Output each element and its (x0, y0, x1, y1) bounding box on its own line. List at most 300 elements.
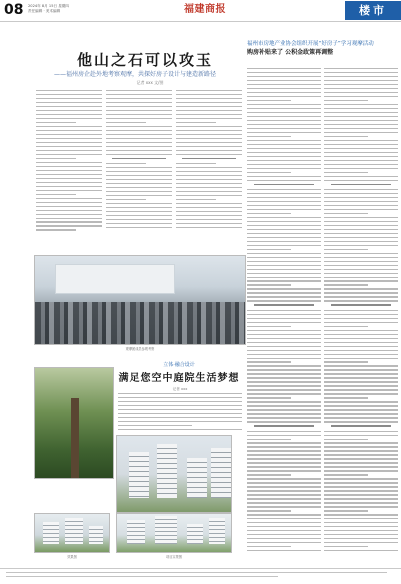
photo-rendering-right (116, 513, 232, 553)
body-text-line (247, 217, 321, 218)
body-text-line (247, 104, 321, 105)
body-text-line (324, 454, 398, 455)
rendering-block (187, 524, 203, 544)
body-text-line (247, 68, 321, 69)
body-text-line (324, 458, 398, 459)
body-text-line (324, 172, 368, 173)
body-text-line (324, 92, 398, 93)
body-text-line (247, 116, 321, 117)
body-text-line (247, 498, 321, 499)
body-text-line (247, 373, 321, 374)
body-text-line (247, 494, 321, 495)
body-text-line (106, 106, 172, 107)
body-text-line (247, 389, 321, 390)
body-text-line (324, 421, 398, 422)
body-text-line (247, 132, 321, 133)
body-text-line (106, 171, 172, 172)
body-text-line (106, 98, 172, 99)
body-text-line (36, 142, 102, 143)
article-1-headline: 他山之石可以攻玉 (76, 51, 213, 69)
body-text-line (176, 110, 242, 111)
body-text-line (324, 84, 398, 85)
body-text-line (247, 470, 321, 471)
body-text-line (324, 80, 398, 81)
body-text-line (36, 158, 76, 159)
body-text-line (324, 361, 368, 362)
body-text-line (324, 373, 398, 374)
body-text-line (247, 450, 321, 451)
body-text-line (324, 72, 398, 73)
body-text-line (176, 211, 242, 212)
body-text-line (324, 209, 398, 210)
body-text-line (247, 538, 321, 539)
body-text-line (324, 506, 398, 507)
body-text-line (176, 134, 242, 135)
body-text-line (247, 193, 321, 194)
building-block (157, 444, 177, 498)
body-text-line (324, 116, 398, 117)
body-text-line (324, 530, 398, 531)
date-line (28, 4, 88, 13)
body-text-line (324, 277, 398, 278)
body-text-line (324, 385, 398, 386)
body-text-line (118, 421, 242, 422)
body-text-line (247, 128, 321, 129)
right-column-headline: 购房补贴来了 公积金政策再调整 (247, 49, 334, 56)
body-text-line (324, 253, 398, 254)
body-text-line (324, 470, 398, 471)
body-text-line (324, 193, 398, 194)
body-subheading-line (254, 425, 315, 426)
body-text-line (247, 292, 321, 293)
body-text-line (247, 257, 321, 258)
body-text-line (324, 526, 398, 527)
article-2-headline: 满足您空中庭院生活梦想 (118, 373, 240, 384)
body-text-line (106, 199, 146, 200)
body-text-line (247, 213, 291, 214)
body-text-line (36, 126, 102, 127)
body-text-line (247, 350, 321, 351)
body-text-line (324, 502, 398, 503)
body-text-line (324, 265, 398, 266)
body-text-line (36, 134, 102, 135)
body-text-line (247, 277, 321, 278)
body-text-line (247, 435, 321, 436)
body-text-line (324, 330, 398, 331)
body-text-line (247, 322, 321, 323)
body-text-line (247, 136, 291, 137)
date-line-2: 责任编辑 · 美术编辑 (28, 8, 61, 13)
body-text-line (247, 454, 321, 455)
body-text-line (247, 84, 321, 85)
body-text-line (324, 108, 398, 109)
body-text-line (118, 401, 242, 402)
body-text-line (247, 221, 321, 222)
body-text-line (324, 486, 398, 487)
body-text-line (106, 203, 172, 204)
body-text-line (247, 482, 321, 483)
right-column-kicker: 福州市房地产业协会组织开展“好房子”学习观摩活动 (247, 41, 374, 47)
body-text-line (36, 130, 102, 131)
body-text-line (247, 100, 291, 101)
body-text-line (36, 202, 102, 203)
body-text-line (106, 215, 172, 216)
body-text-line (324, 292, 398, 293)
body-text-line (324, 104, 398, 105)
page-footer (0, 568, 401, 584)
body-text-line (247, 229, 321, 230)
body-text-line (247, 526, 321, 527)
body-text-line (324, 88, 398, 89)
right-column-header (247, 41, 397, 57)
rendering-block (89, 526, 103, 544)
body-text-line (324, 446, 398, 447)
body-text-line (324, 273, 398, 274)
rendering-block (43, 522, 59, 544)
body-text-line (176, 118, 242, 119)
body-text-line (247, 510, 291, 511)
body-text-line (324, 326, 368, 327)
body-text-line (324, 140, 398, 141)
body-text-line (176, 154, 242, 155)
photo-building (116, 435, 232, 513)
body-text-line (36, 198, 102, 199)
body-text-line (247, 300, 321, 301)
body-text-line (324, 156, 398, 157)
section-label[interactable]: 楼市 (345, 1, 401, 20)
body-subheading-line (331, 304, 392, 305)
body-text-line (36, 186, 102, 187)
body-text-line (324, 442, 398, 443)
body-text-line (247, 534, 321, 535)
body-text-line (106, 227, 172, 228)
body-text-line (176, 98, 242, 99)
building-block (187, 458, 207, 498)
body-text-line (324, 189, 398, 190)
body-text-line (106, 191, 172, 192)
body-text-line (324, 201, 398, 202)
body-text-line (324, 288, 398, 289)
body-text-line (36, 110, 102, 111)
body-text-line (247, 241, 321, 242)
photo-main-caption: 观摩团成员参观考察 (125, 347, 155, 351)
body-text-line (118, 397, 242, 398)
body-text-line (176, 191, 242, 192)
body-text-line (247, 310, 321, 311)
photo-exhibit-wall (55, 264, 175, 294)
body-text-line (247, 189, 321, 190)
body-text-line (324, 96, 398, 97)
body-text-line (247, 550, 321, 551)
body-text-line (324, 148, 398, 149)
body-text-line (36, 118, 102, 119)
photo-main (34, 255, 246, 345)
body-text-line (247, 72, 321, 73)
body-text-line (324, 136, 368, 137)
body-text-line (247, 506, 321, 507)
body-text-line (247, 225, 321, 226)
body-text-line (324, 205, 398, 206)
body-text-line (324, 439, 368, 440)
body-text-line (36, 190, 102, 191)
photo-rendering-right-caption: 项目实景图 (166, 555, 182, 559)
article-2-byline: 记者 xxx (172, 387, 188, 391)
body-text-line (324, 365, 398, 366)
body-text-line (247, 209, 321, 210)
body-text-line (247, 318, 321, 319)
body-text-line (247, 466, 321, 467)
body-text-line (324, 494, 398, 495)
body-text-line (324, 401, 398, 402)
body-text-line (324, 261, 398, 262)
body-text-line (324, 413, 398, 414)
body-text-line (36, 154, 102, 155)
body-text-line (324, 68, 398, 69)
body-text-line (36, 106, 102, 107)
body-text-line (36, 90, 102, 91)
body-text-line (247, 112, 321, 113)
body-text-line (247, 80, 321, 81)
body-text-line (176, 171, 242, 172)
body-text-line (36, 162, 102, 163)
body-text-line (247, 502, 321, 503)
body-text-line (324, 213, 368, 214)
photo-rendering-left (34, 513, 110, 553)
article-2-body (118, 393, 242, 433)
body-text-line (324, 284, 368, 285)
body-text-line (36, 194, 76, 195)
body-text-line (106, 110, 172, 111)
body-text-line (106, 179, 172, 180)
body-text-line (106, 223, 172, 224)
body-text-line (247, 280, 321, 281)
body-text-line (324, 462, 398, 463)
body-text-line (247, 96, 321, 97)
body-text-line (247, 172, 291, 173)
rendering-block (209, 518, 225, 544)
body-text-line (324, 354, 398, 355)
body-text-line (247, 120, 321, 121)
body-text-line (324, 249, 368, 250)
body-text-line (324, 334, 398, 335)
body-text-line (324, 176, 398, 177)
body-text-line (324, 180, 398, 181)
body-subheading-line (254, 184, 315, 185)
body-text-line (324, 217, 398, 218)
body-text-line (247, 88, 321, 89)
body-text-line (247, 233, 321, 234)
body-text-line (324, 241, 398, 242)
body-text-line (247, 409, 321, 410)
body-text-line (324, 269, 398, 270)
body-text-line (247, 442, 321, 443)
body-text-line (247, 197, 321, 198)
body-text-line (324, 550, 398, 551)
body-text-line (324, 409, 398, 410)
body-text-line (247, 474, 291, 475)
body-text-line (36, 102, 102, 103)
photo-crowd (35, 302, 245, 344)
body-text-line (247, 180, 321, 181)
body-text-line (324, 377, 398, 378)
body-text-line (324, 546, 368, 547)
body-text-line (247, 542, 321, 543)
body-text-line (247, 381, 321, 382)
body-text-line (247, 284, 291, 285)
body-text-line (324, 358, 398, 359)
body-text-line (247, 401, 321, 402)
body-text-line (118, 429, 242, 430)
body-text-line (324, 393, 398, 394)
photo-garden (34, 367, 114, 479)
body-text-line (36, 98, 102, 99)
body-text-line (247, 397, 291, 398)
body-text-line (247, 201, 321, 202)
body-text-line (36, 229, 76, 230)
body-text-line (247, 330, 321, 331)
body-text-line (324, 338, 398, 339)
body-text-line (324, 474, 368, 475)
body-text-line (247, 326, 291, 327)
body-text-line (247, 160, 321, 161)
body-text-line (36, 150, 102, 151)
date-line-1: 2024年 8月 15日 星期四 (28, 4, 69, 8)
body-text-line (247, 546, 291, 547)
body-text-line (118, 405, 242, 406)
body-text-line (36, 218, 102, 219)
body-text-line (247, 273, 321, 274)
body-text-line (176, 203, 242, 204)
body-text-line (247, 361, 291, 362)
body-text-line (247, 462, 321, 463)
body-text-line (247, 342, 321, 343)
body-text-line (324, 478, 398, 479)
body-text-line (176, 106, 242, 107)
body-text-line (176, 219, 242, 220)
body-text-line (247, 417, 321, 418)
body-text-line (247, 156, 321, 157)
body-text-line (247, 148, 321, 149)
body-text-line (324, 310, 398, 311)
body-text-line (118, 425, 192, 426)
body-text-line (247, 530, 321, 531)
body-text-line (247, 514, 321, 515)
body-text-line (106, 175, 172, 176)
body-text-line (118, 393, 242, 394)
body-text-line (324, 369, 398, 370)
body-text-line (36, 210, 102, 211)
body-text-line (247, 205, 321, 206)
body-text-line (247, 490, 321, 491)
body-text-line (247, 168, 321, 169)
body-text-line (247, 296, 321, 297)
body-text-line (36, 138, 102, 139)
masthead (0, 0, 401, 22)
body-text-line (176, 163, 216, 164)
body-text-line (247, 314, 321, 315)
article-1-subhead: ——福州房企赴外地考察观摩，共探好房子设计与建造新路径 (53, 71, 216, 78)
body-text-line (176, 223, 242, 224)
body-text-line (106, 102, 172, 103)
body-text-line (324, 405, 398, 406)
body-text-line (106, 211, 172, 212)
body-text-line (106, 183, 172, 184)
body-text-line (247, 354, 321, 355)
body-text-line (324, 300, 398, 301)
body-text-line (324, 76, 398, 77)
body-text-line (176, 175, 242, 176)
body-text-line (176, 199, 216, 200)
body-text-line (247, 405, 321, 406)
body-text-line (106, 187, 172, 188)
body-text-line (106, 118, 172, 119)
building-block (129, 452, 149, 498)
body-text-line (324, 346, 398, 347)
body-subheading-line (331, 425, 392, 426)
body-text-line (324, 538, 398, 539)
footer-text-line (6, 576, 278, 577)
body-text-line (324, 160, 398, 161)
body-text-line (247, 124, 321, 125)
body-text-line (324, 435, 398, 436)
body-text-line (324, 350, 398, 351)
body-text-line (324, 522, 398, 523)
body-text-line (176, 187, 242, 188)
body-text-line (247, 334, 321, 335)
body-text-line (324, 168, 398, 169)
body-text-line (324, 280, 398, 281)
body-text-line (324, 322, 398, 323)
body-subheading-line (112, 158, 166, 159)
body-text-line (324, 120, 398, 121)
body-text-line (106, 94, 172, 95)
body-text-line (247, 458, 321, 459)
body-text-line (176, 179, 242, 180)
body-text-line (176, 150, 242, 151)
body-text-line (324, 318, 398, 319)
body-text-line (324, 498, 398, 499)
article-1-column-2 (106, 90, 172, 231)
newspaper-logo: 福建商报 (184, 4, 226, 15)
body-text-line (324, 514, 398, 515)
body-text-line (106, 195, 172, 196)
body-text-line (176, 146, 242, 147)
body-text-line (324, 510, 368, 511)
body-text-line (106, 130, 172, 131)
body-text-line (247, 261, 321, 262)
body-text-line (247, 446, 321, 447)
body-text-line (106, 163, 146, 164)
body-text-line (324, 152, 398, 153)
body-text-line (36, 214, 102, 215)
body-text-line (247, 164, 321, 165)
body-text-line (324, 132, 398, 133)
body-text-line (324, 197, 398, 198)
body-text-line (324, 466, 398, 467)
body-text-line (106, 150, 172, 151)
footer-text-line (6, 572, 387, 573)
body-text-line (247, 478, 321, 479)
body-text-line (247, 265, 321, 266)
article-1-column-1 (36, 90, 102, 233)
photo-tree-trunk (71, 398, 79, 479)
body-text-line (106, 134, 172, 135)
body-text-line (324, 237, 398, 238)
body-text-line (36, 174, 102, 175)
body-text-line (247, 346, 321, 347)
body-text-line (176, 138, 242, 139)
rendering-block (127, 520, 145, 544)
